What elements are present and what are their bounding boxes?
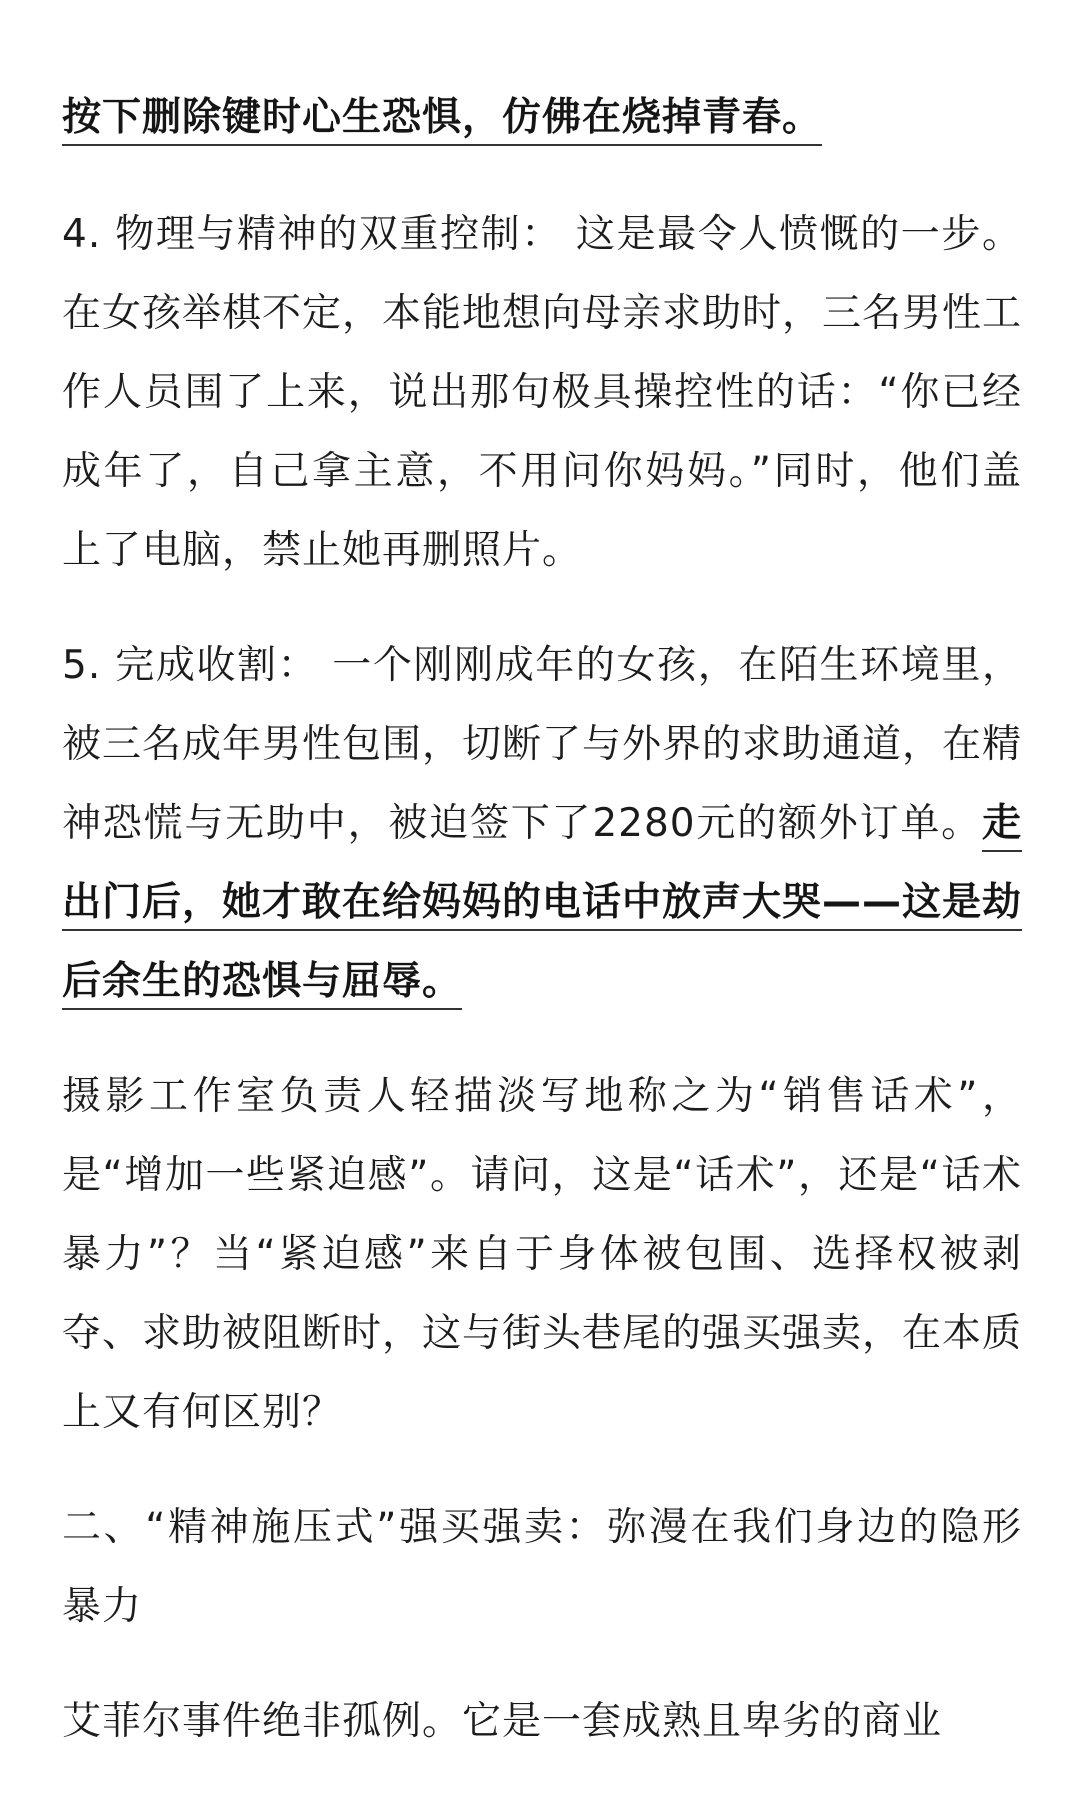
- intro-highlight-text: 按下删除键时心生恐惧，仿佛在烧掉青春。: [62, 95, 822, 146]
- intro-paragraph: [62, 78, 1022, 157]
- item-5-paragraph: [62, 626, 1022, 1021]
- article-body: [62, 78, 1022, 1797]
- question-paragraph: 摄影工作室负责人轻描淡写地称之为“销售话术”，是“增加一些紧迫感”。请问，这是“话术”，还是“话术暴力”？当“紧迫感”来自于身体被包围、选择权被剥夺、求助被阻断时，这与街头巷尾的强买强卖，在本质上又有何区别？: [62, 1074, 1023, 1435]
- item-5-highlight-text: 走出门后，她才敢在给妈妈的电话中放声大哭——这是劫后余生的恐惧与屈辱。: [62, 801, 1022, 1010]
- last-paragraph: 艾菲尔事件绝非孤例。它是一套成熟且卑劣的商业: [62, 1699, 943, 1744]
- item-5-text: 5. 完成收割： 一个刚刚成年的女孩，在陌生环境里，被三名成年男性包围，切断了与外界的求助通道，在精神恐慌与无助中，被迫签下了2280元的额外订单。: [62, 643, 1023, 846]
- section-heading: 二、“精神施压式”强买强卖：弥漫在我们身边的隐形暴力: [62, 1505, 1022, 1629]
- item-4-paragraph: 4. 物理与精神的双重控制： 这是最令人愤慨的一步。在女孩举棋不定，本能地想向母亲求助时，三名男性工作人员围了上来，说出那句极具操控性的话：“你已经成年了，自己拿主意，不用问你妈妈。”同时，他们盖上了电脑，禁止她再删照片。: [62, 212, 1023, 573]
